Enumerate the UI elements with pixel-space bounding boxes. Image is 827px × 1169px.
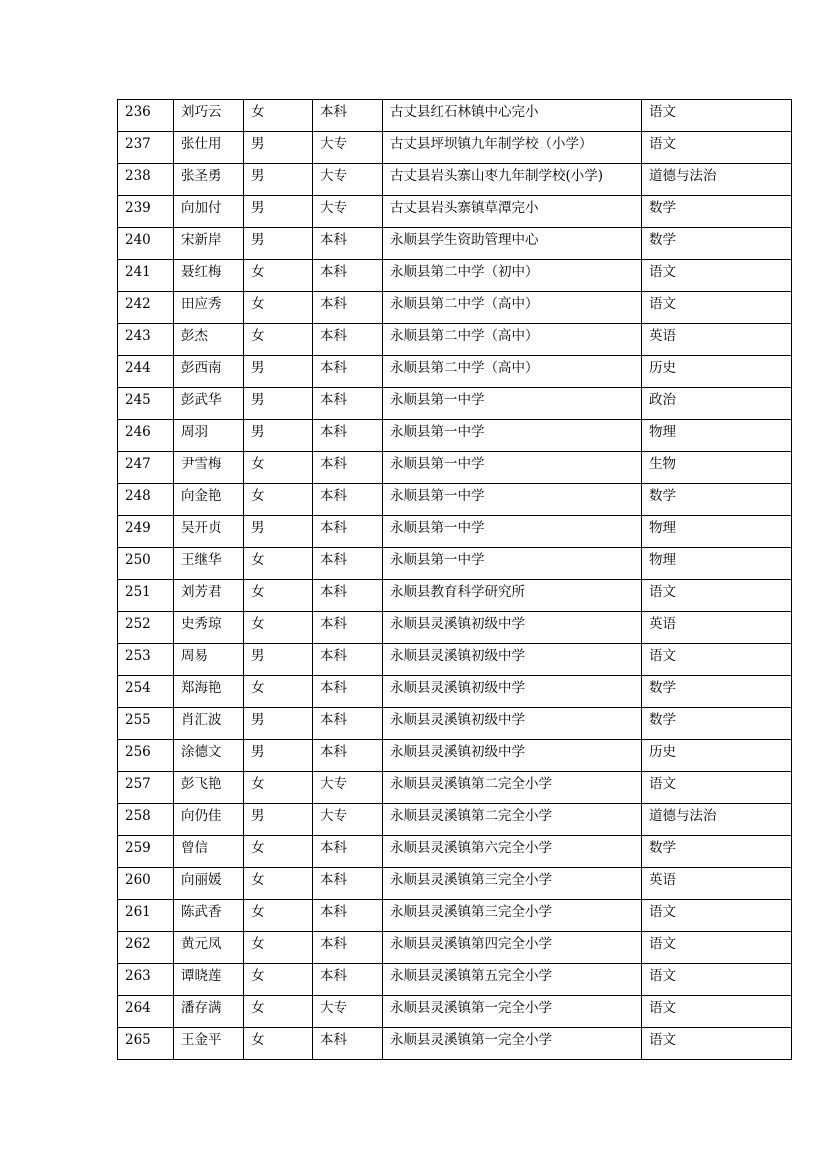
cell-name: 史秀琼 (174, 612, 244, 644)
cell-number: 264 (118, 996, 174, 1028)
cell-education: 本科 (313, 740, 383, 772)
cell-subject: 语文 (642, 644, 792, 676)
cell-gender: 男 (244, 132, 313, 164)
cell-gender: 女 (244, 580, 313, 612)
table-row (118, 164, 792, 196)
cell-subject: 语文 (642, 1028, 792, 1060)
cell-education: 本科 (313, 836, 383, 868)
cell-subject: 数学 (642, 196, 792, 228)
cell-subject: 语文 (642, 964, 792, 996)
table-row (118, 932, 792, 964)
cell-name: 彭飞艳 (174, 772, 244, 804)
cell-education: 本科 (313, 100, 383, 132)
cell-subject: 物理 (642, 516, 792, 548)
cell-subject: 英语 (642, 868, 792, 900)
cell-subject: 语文 (642, 292, 792, 324)
cell-subject: 历史 (642, 356, 792, 388)
cell-school: 古丈县坪坝镇九年制学校（小学） (383, 132, 642, 164)
cell-gender: 男 (244, 516, 313, 548)
cell-school: 永顺县学生资助管理中心 (383, 228, 642, 260)
cell-school: 永顺县灵溪镇初级中学 (383, 740, 642, 772)
cell-name: 彭西南 (174, 356, 244, 388)
table-row (118, 484, 792, 516)
cell-subject: 历史 (642, 740, 792, 772)
cell-name: 彭武华 (174, 388, 244, 420)
table-row (118, 324, 792, 356)
cell-school: 永顺县灵溪镇第一完全小学 (383, 996, 642, 1028)
cell-number: 246 (118, 420, 174, 452)
cell-name: 向仍佳 (174, 804, 244, 836)
cell-gender: 女 (244, 548, 313, 580)
cell-school: 永顺县灵溪镇初级中学 (383, 644, 642, 676)
cell-education: 大专 (313, 996, 383, 1028)
cell-subject: 道德与法治 (642, 804, 792, 836)
cell-education: 大专 (313, 132, 383, 164)
cell-education: 本科 (313, 548, 383, 580)
cell-number: 262 (118, 932, 174, 964)
cell-name: 郑海艳 (174, 676, 244, 708)
table-row (118, 868, 792, 900)
cell-number: 248 (118, 484, 174, 516)
cell-subject: 语文 (642, 100, 792, 132)
cell-school: 永顺县第一中学 (383, 548, 642, 580)
cell-number: 244 (118, 356, 174, 388)
table-row (118, 452, 792, 484)
cell-name: 王继华 (174, 548, 244, 580)
cell-name: 刘巧云 (174, 100, 244, 132)
cell-subject: 英语 (642, 612, 792, 644)
cell-subject: 物理 (642, 548, 792, 580)
cell-name: 曾信 (174, 836, 244, 868)
table-row (118, 356, 792, 388)
cell-education: 本科 (313, 932, 383, 964)
cell-subject: 政治 (642, 388, 792, 420)
cell-name: 黄元凤 (174, 932, 244, 964)
cell-gender: 男 (244, 644, 313, 676)
cell-school: 永顺县灵溪镇第四完全小学 (383, 932, 642, 964)
cell-school: 永顺县第二中学（高中） (383, 292, 642, 324)
cell-gender: 男 (244, 740, 313, 772)
table-row (118, 260, 792, 292)
cell-name: 向金艳 (174, 484, 244, 516)
cell-number: 258 (118, 804, 174, 836)
cell-gender: 男 (244, 420, 313, 452)
cell-gender: 女 (244, 868, 313, 900)
cell-name: 尹雪梅 (174, 452, 244, 484)
table-row (118, 804, 792, 836)
cell-subject: 生物 (642, 452, 792, 484)
cell-gender: 男 (244, 228, 313, 260)
cell-number: 236 (118, 100, 174, 132)
cell-gender: 女 (244, 772, 313, 804)
cell-education: 本科 (313, 420, 383, 452)
cell-gender: 女 (244, 484, 313, 516)
cell-school: 永顺县灵溪镇第五完全小学 (383, 964, 642, 996)
cell-name: 陈武香 (174, 900, 244, 932)
cell-gender: 女 (244, 900, 313, 932)
cell-subject: 道德与法治 (642, 164, 792, 196)
teacher-list-table (117, 99, 792, 1060)
table-row (118, 996, 792, 1028)
cell-name: 潘存满 (174, 996, 244, 1028)
cell-gender: 男 (244, 388, 313, 420)
table-row (118, 516, 792, 548)
cell-subject: 数学 (642, 484, 792, 516)
cell-subject: 语文 (642, 260, 792, 292)
cell-number: 255 (118, 708, 174, 740)
cell-gender: 女 (244, 452, 313, 484)
table-row (118, 964, 792, 996)
cell-subject: 数学 (642, 708, 792, 740)
cell-school: 永顺县灵溪镇初级中学 (383, 676, 642, 708)
cell-gender: 女 (244, 292, 313, 324)
cell-name: 向丽媛 (174, 868, 244, 900)
cell-school: 永顺县灵溪镇第二完全小学 (383, 804, 642, 836)
cell-gender: 男 (244, 708, 313, 740)
cell-gender: 男 (244, 804, 313, 836)
table-row (118, 900, 792, 932)
cell-subject: 英语 (642, 324, 792, 356)
cell-number: 254 (118, 676, 174, 708)
cell-number: 238 (118, 164, 174, 196)
table-row (118, 420, 792, 452)
table-row (118, 1028, 792, 1060)
cell-education: 本科 (313, 580, 383, 612)
cell-school: 永顺县第一中学 (383, 452, 642, 484)
cell-education: 本科 (313, 516, 383, 548)
table-row (118, 644, 792, 676)
cell-gender: 女 (244, 836, 313, 868)
cell-gender: 女 (244, 260, 313, 292)
cell-number: 253 (118, 644, 174, 676)
cell-education: 本科 (313, 964, 383, 996)
cell-number: 241 (118, 260, 174, 292)
cell-school: 永顺县灵溪镇第二完全小学 (383, 772, 642, 804)
cell-school: 永顺县第二中学（高中） (383, 356, 642, 388)
table-row (118, 772, 792, 804)
cell-gender: 男 (244, 164, 313, 196)
cell-number: 240 (118, 228, 174, 260)
cell-name: 吴开贞 (174, 516, 244, 548)
cell-gender: 女 (244, 324, 313, 356)
table-row (118, 740, 792, 772)
cell-education: 本科 (313, 260, 383, 292)
cell-education: 本科 (313, 900, 383, 932)
cell-number: 256 (118, 740, 174, 772)
table-body (118, 100, 792, 1060)
cell-school: 永顺县第一中学 (383, 484, 642, 516)
table-row (118, 196, 792, 228)
cell-number: 249 (118, 516, 174, 548)
cell-education: 本科 (313, 292, 383, 324)
table-row (118, 228, 792, 260)
cell-gender: 女 (244, 612, 313, 644)
cell-gender: 女 (244, 996, 313, 1028)
cell-number: 250 (118, 548, 174, 580)
cell-number: 251 (118, 580, 174, 612)
table-row (118, 676, 792, 708)
cell-education: 大专 (313, 804, 383, 836)
cell-gender: 女 (244, 676, 313, 708)
cell-name: 张圣勇 (174, 164, 244, 196)
cell-school: 永顺县第一中学 (383, 388, 642, 420)
cell-subject: 语文 (642, 132, 792, 164)
cell-school: 永顺县灵溪镇初级中学 (383, 612, 642, 644)
cell-name: 聂红梅 (174, 260, 244, 292)
cell-school: 永顺县灵溪镇第一完全小学 (383, 1028, 642, 1060)
cell-name: 肖汇波 (174, 708, 244, 740)
table-row (118, 132, 792, 164)
cell-name: 周易 (174, 644, 244, 676)
cell-number: 259 (118, 836, 174, 868)
cell-subject: 数学 (642, 676, 792, 708)
cell-gender: 男 (244, 196, 313, 228)
cell-school: 永顺县第一中学 (383, 420, 642, 452)
cell-school: 永顺县第一中学 (383, 516, 642, 548)
cell-gender: 女 (244, 100, 313, 132)
cell-gender: 女 (244, 1028, 313, 1060)
table-row (118, 292, 792, 324)
cell-number: 242 (118, 292, 174, 324)
cell-name: 刘芳君 (174, 580, 244, 612)
cell-education: 大专 (313, 196, 383, 228)
cell-name: 宋新岸 (174, 228, 244, 260)
cell-number: 247 (118, 452, 174, 484)
cell-number: 257 (118, 772, 174, 804)
cell-name: 王金平 (174, 1028, 244, 1060)
cell-name: 周羽 (174, 420, 244, 452)
cell-education: 本科 (313, 324, 383, 356)
cell-education: 本科 (313, 452, 383, 484)
table-row (118, 580, 792, 612)
cell-subject: 语文 (642, 772, 792, 804)
cell-school: 永顺县教育科学研究所 (383, 580, 642, 612)
cell-number: 239 (118, 196, 174, 228)
cell-school: 永顺县灵溪镇第三完全小学 (383, 868, 642, 900)
cell-number: 260 (118, 868, 174, 900)
cell-education: 本科 (313, 868, 383, 900)
cell-subject: 语文 (642, 932, 792, 964)
cell-education: 大专 (313, 772, 383, 804)
cell-gender: 女 (244, 964, 313, 996)
cell-number: 265 (118, 1028, 174, 1060)
cell-name: 彭杰 (174, 324, 244, 356)
cell-number: 243 (118, 324, 174, 356)
cell-subject: 物理 (642, 420, 792, 452)
cell-subject: 语文 (642, 996, 792, 1028)
cell-name: 张仕用 (174, 132, 244, 164)
cell-school: 永顺县第二中学（初中） (383, 260, 642, 292)
cell-education: 本科 (313, 388, 383, 420)
cell-name: 涂德文 (174, 740, 244, 772)
table-row (118, 100, 792, 132)
cell-education: 本科 (313, 484, 383, 516)
cell-school: 古丈县红石林镇中心完小 (383, 100, 642, 132)
table-row (118, 548, 792, 580)
cell-education: 本科 (313, 644, 383, 676)
cell-name: 向加付 (174, 196, 244, 228)
table-row (118, 708, 792, 740)
cell-subject: 语文 (642, 900, 792, 932)
cell-school: 永顺县第二中学（高中） (383, 324, 642, 356)
cell-education: 大专 (313, 164, 383, 196)
table-row (118, 612, 792, 644)
cell-name: 谭晓莲 (174, 964, 244, 996)
cell-school: 古丈县岩头寨山枣九年制学校(小学) (383, 164, 642, 196)
cell-gender: 女 (244, 932, 313, 964)
cell-school: 古丈县岩头寨镇草潭完小 (383, 196, 642, 228)
cell-education: 本科 (313, 612, 383, 644)
cell-number: 261 (118, 900, 174, 932)
cell-education: 本科 (313, 356, 383, 388)
cell-name: 田应秀 (174, 292, 244, 324)
cell-number: 245 (118, 388, 174, 420)
cell-number: 252 (118, 612, 174, 644)
table-row (118, 388, 792, 420)
cell-subject: 语文 (642, 580, 792, 612)
cell-subject: 数学 (642, 836, 792, 868)
cell-gender: 男 (244, 356, 313, 388)
cell-education: 本科 (313, 228, 383, 260)
cell-subject: 数学 (642, 228, 792, 260)
cell-school: 永顺县灵溪镇第三完全小学 (383, 900, 642, 932)
cell-education: 本科 (313, 1028, 383, 1060)
cell-number: 237 (118, 132, 174, 164)
table-row (118, 836, 792, 868)
cell-education: 本科 (313, 676, 383, 708)
cell-school: 永顺县灵溪镇第六完全小学 (383, 836, 642, 868)
cell-school: 永顺县灵溪镇初级中学 (383, 708, 642, 740)
cell-education: 本科 (313, 708, 383, 740)
cell-number: 263 (118, 964, 174, 996)
